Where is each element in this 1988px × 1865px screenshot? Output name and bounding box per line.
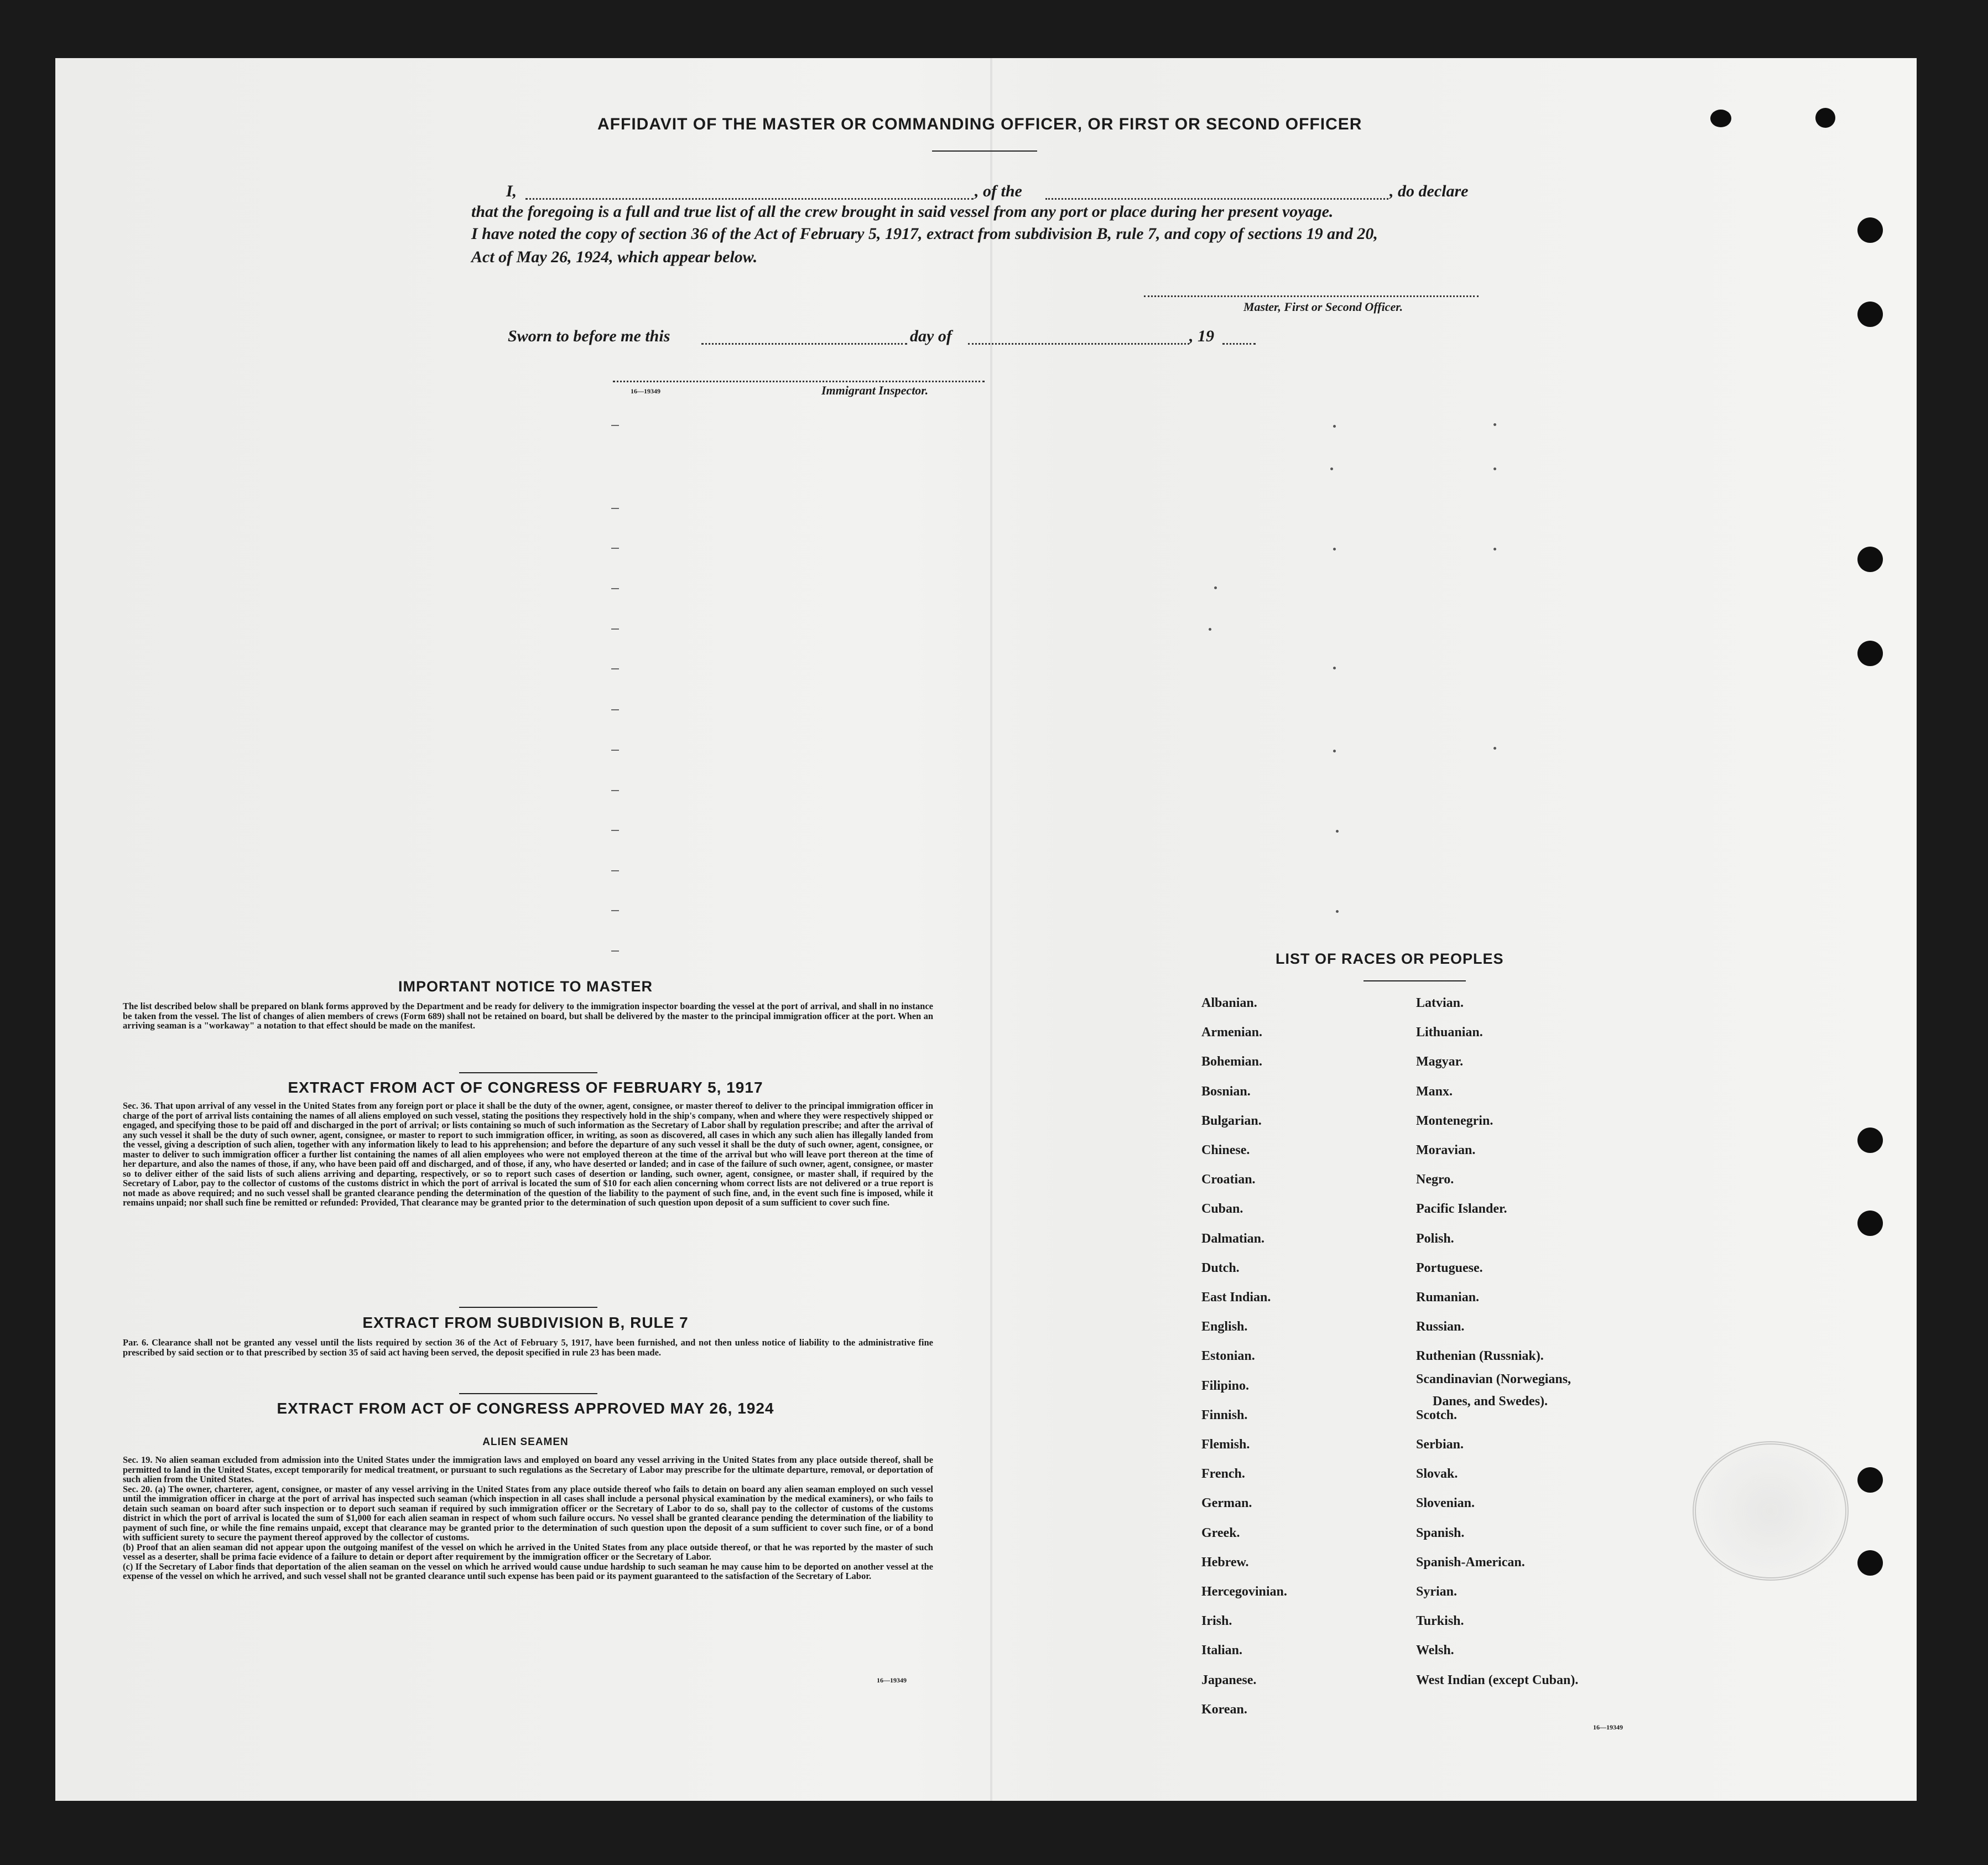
section-divider	[459, 1072, 597, 1073]
punch-hole	[1857, 217, 1883, 243]
tick-mark	[611, 508, 619, 509]
speck	[1333, 750, 1336, 752]
page-fold	[990, 58, 992, 1801]
do-declare-label: , do declare	[1389, 182, 1469, 200]
form-number-top: 16—19349	[631, 387, 660, 395]
race-item: Spanish.	[1416, 1525, 1465, 1540]
sworn-day-field[interactable]	[701, 343, 907, 345]
sec-20c-text: (c) If the Secretary of Labor finds that deportation of the alien seaman on the vessel on which he arrived would cause undue hardship to such seaman he may cause him to be deported on another vessel at the expense of the vessel on which he arrived, and such vessel shall not be granted clearance until such expense has been paid or its payment guaranteed to the satisfaction of the Secretary of Labor.	[123, 1561, 933, 1581]
inspector-caption: Immigrant Inspector.	[821, 383, 929, 397]
race-item: Polish.	[1416, 1231, 1454, 1246]
extract-1924-title: EXTRACT FROM ACT OF CONGRESS APPROVED MAY 26, 1924	[277, 1400, 774, 1417]
race-item: Filipino.	[1201, 1378, 1250, 1393]
race-item: Moravian.	[1416, 1143, 1476, 1157]
affidavit-line-2: that the foregoing is a full and true list of all the crew brought in said vessel from any port or place during her present voyage.	[471, 202, 1334, 221]
race-item: Lithuanian.	[1416, 1025, 1483, 1040]
race-item: Rumanian.	[1416, 1290, 1480, 1305]
sec-19-text: Sec. 19. No alien seaman excluded from admission into the United States under the immigration laws and employed on board any vessel arriving in the United States from any place outside thereof, shall be permitted to land in the United States, except temporarily for medical treatment, or pursuant to such regulations as the Secretary of Labor may prescribe for the ultimate departure, removal, or deportation of such alien from the United States.	[123, 1454, 933, 1484]
race-item: Estonian.	[1201, 1349, 1255, 1364]
race-item: Scotch.	[1416, 1407, 1457, 1422]
tick-mark	[611, 750, 619, 751]
speck	[1493, 747, 1496, 750]
speck	[1333, 667, 1336, 669]
punch-hole	[1857, 641, 1883, 666]
race-item: Italian.	[1201, 1643, 1243, 1658]
speck	[1330, 467, 1333, 470]
race-item: Finnish.	[1201, 1407, 1248, 1422]
race-item: Russian.	[1416, 1319, 1465, 1334]
extract-rule7-title: EXTRACT FROM SUBDIVISION B, RULE 7	[362, 1314, 689, 1331]
speck	[1209, 628, 1211, 631]
race-item: Manx.	[1416, 1084, 1453, 1099]
tick-mark	[611, 588, 619, 589]
race-item: Dutch.	[1201, 1260, 1240, 1275]
tick-mark	[611, 790, 619, 791]
punch-hole	[1857, 1550, 1883, 1576]
extract-1917-body: Sec. 36. That upon arrival of any vessel in the United States from any foreign port or place it shall be the duty of the owner, agent, consignee, or master thereof to deliver to the principal immigration officer in charge of the port of arrival lists containing the names of all aliens employed on such vessel, stating the positions they respectively hold in the ship's company, when and where they were respectively shipped or engaged, and specifying those to be paid off and discharged in the port of arrival; or lists containing so much of such information as the Secretary of Labor shall by regulation prescribe; and after the arrival of any such vessel it shall be the duty of such owner, agent, consignee, or master to report to such immigration officer, in writing, as soon as discovered, all cases in which any such alien has illegally landed from the vessel, giving a description of such alien, together with any information likely to lead to his apprehension; and before the departure of any such vessel it shall be the duty of such owner, agent, consignee, or master to deliver to such immigration officer a further list containing the names of all alien employees who were not employed thereon at the time of the arrival but who will leave port thereon at the time of her departure, and also the names of those, if any, who have been paid off and discharged, and of those, if any, who have deserted or landed; and in case of the failure of such owner, agent, consignee, or master so to deliver either of the said lists of such aliens arriving and departing, respectively, or so to report such cases of desertion or landing, such owner, agent, consignee, or master shall, if required by the Secretary of Labor, pay to the collector of customs of the customs district in which the port of arrival is located the sum of $10 for each alien concerning whom correct lists are not delivered or a true report is not made as above required; and no such vessel shall be granted clearance pending the determination of the question of the liability to the payment of such fine, and, in the event such fine is imposed, while it remains unpaid; nor shall such fine be remitted or refunded: Provided, That clearance may be granted prior to the determination of such question upon deposit of a sum sufficient to cover such fine.	[123, 1100, 933, 1208]
affidavit-i-label: I,	[506, 182, 517, 200]
extract-1924-body	[123, 1455, 933, 1581]
speck	[1493, 467, 1496, 470]
sec-20a-text: Sec. 20. (a) The owner, charterer, agent, consignee, or master of any vessel arriving in the United States from any place outside thereof who fails to detain on board any alien seaman employed on such vessel until the immigration officer in charge at the port of arrival has inspected such seaman (which inspection in all cases shall include a personal physical examination by the medical examiners), or who fails to detain such seaman on board after such inspection or to deport such seaman if required by such immigration officer or the Secretary of Labor to do so, shall pay to the collector of customs of the customs district in which the port of arrival is located the sum of $1,000 for each alien seaman in respect of whom such failure occurs. No vessel shall be granted clearance pending the determination of the liability to payment of such fine, or while the fine remains unpaid, except that clearance may be granted prior to the determination of such question upon the deposit of a sum sufficient to cover such fine, or of a bond with sufficient surety to secure the payment thereof approved by the collector of customs.	[123, 1483, 933, 1542]
punch-hole	[1857, 547, 1883, 572]
tick-mark	[611, 628, 619, 630]
race-item: French.	[1201, 1467, 1245, 1482]
alien-seamen-subtitle: ALIEN SEAMEN	[482, 1436, 569, 1448]
speck	[1336, 910, 1339, 913]
race-item: Magyar.	[1416, 1054, 1464, 1069]
section-divider	[459, 1307, 597, 1308]
race-item: Bosnian.	[1201, 1084, 1251, 1099]
punch-hole	[1857, 1211, 1883, 1236]
race-item: Dalmatian.	[1201, 1231, 1264, 1246]
punch-hole	[1857, 1128, 1883, 1153]
race-item: Latvian.	[1416, 996, 1464, 1010]
race-item: Serbian.	[1416, 1437, 1464, 1452]
tick-mark	[611, 548, 619, 549]
speck	[1333, 548, 1336, 550]
day-of-label: day of	[910, 327, 952, 345]
race-item: Montenegrin.	[1416, 1113, 1493, 1128]
speck	[1493, 548, 1496, 550]
notice-body: The list described below shall be prepared on blank forms approved by the Department and be ready for delivery to the immigration inspector boarding the vessel at the port of arrival, and shall in no instance be taken from the vessel. The list of changes of alien members of crews (Form 689) shall not be retained on board, but shall be delivered by the master to the principal immigration officer at the port. When an arriving seaman is a "workaway" a notation to that effect should be made on the manifest.	[123, 1001, 933, 1031]
race-item: Scandinavian (Norwegians,	[1416, 1372, 1571, 1386]
affidavit-line-4: Act of May 26, 1924, which appear below.	[471, 248, 758, 266]
race-item: Chinese.	[1201, 1143, 1250, 1157]
race-item: Hebrew.	[1201, 1555, 1249, 1570]
race-item: Cuban.	[1201, 1202, 1243, 1217]
tick-mark	[611, 950, 619, 952]
tick-mark	[611, 870, 619, 871]
race-item: Korean.	[1201, 1702, 1247, 1717]
punch-hole	[1857, 1467, 1883, 1493]
race-item: Slovak.	[1416, 1467, 1458, 1482]
races-title-underline	[1364, 980, 1466, 981]
speck	[1493, 423, 1496, 426]
inspector-signature-field[interactable]	[613, 381, 985, 382]
tick-mark	[611, 709, 619, 710]
of-the-label: , of the	[975, 182, 1022, 200]
tick-mark	[611, 910, 619, 911]
race-item: Albanian.	[1201, 996, 1257, 1010]
race-item: Croatian.	[1201, 1172, 1256, 1187]
race-item: English.	[1201, 1319, 1248, 1334]
title-underline	[932, 150, 1037, 152]
extract-rule7-body: Par. 6. Clearance shall not be granted any vessel until the lists required by section 36 of the Act of February 5, 1917, have been furnished, and not then unless notice of liability to the administrative fine prescribed by said section or to that prescribed by section 35 of said act having been served, the deposit specified in rule 23 has been made.	[123, 1337, 933, 1358]
race-item: Negro.	[1416, 1172, 1454, 1187]
race-item: Flemish.	[1201, 1437, 1250, 1452]
signature-caption: Master, First or Second Officer.	[1243, 300, 1403, 314]
embossed-seal	[1693, 1441, 1849, 1581]
punch-hole	[1857, 302, 1883, 327]
race-item: Danes, and Swedes).	[1433, 1394, 1548, 1409]
punch-hole	[1710, 110, 1731, 127]
affidavit-title: AFFIDAVIT OF THE MASTER OR COMMANDING OFFICER, OR FIRST OR SECOND OFFICER	[597, 115, 1362, 133]
race-item: Japanese.	[1201, 1672, 1257, 1687]
signature-field[interactable]	[1144, 295, 1479, 297]
race-item: Portuguese.	[1416, 1260, 1483, 1275]
race-item: East Indian.	[1201, 1290, 1271, 1305]
speck	[1214, 586, 1217, 589]
tick-mark	[611, 425, 619, 426]
race-item: Turkish.	[1416, 1614, 1464, 1629]
form-number-bottom-right: 16—19349	[1593, 1723, 1623, 1731]
speck	[1333, 425, 1336, 428]
affidavit-line-3: I have noted the copy of section 36 of the Act of February 5, 1917, extract from subdivision B, rule 7, and copy of sections 19 and 20,	[471, 225, 1378, 243]
tick-mark	[611, 668, 619, 669]
race-item: Slovenian.	[1416, 1496, 1475, 1511]
section-divider	[459, 1393, 597, 1394]
sworn-year-field[interactable]	[1222, 343, 1256, 345]
race-item: German.	[1201, 1496, 1252, 1511]
races-title: LIST OF RACES OR PEOPLES	[1276, 950, 1504, 967]
sworn-month-field[interactable]	[968, 343, 1189, 345]
extract-1917-title: EXTRACT FROM ACT OF CONGRESS OF FEBRUARY 5, 1917	[288, 1079, 763, 1096]
race-item: Irish.	[1201, 1614, 1232, 1629]
sec-20b-text: (b) Proof that an alien seaman did not appear upon the outgoing manifest of the vessel on which he arrived in the United States from any place outside thereof, or that he was reported by the master of such vessel as a deserter, shall be prima facie evidence of a failure to detain or deport after requirement by the immigration officer or the Secretary of Labor.	[123, 1541, 933, 1562]
race-item: Pacific Islander.	[1416, 1202, 1507, 1217]
race-item: Spanish-American.	[1416, 1555, 1525, 1570]
sworn-label: Sworn to before me this	[508, 327, 670, 345]
race-item: Welsh.	[1416, 1643, 1454, 1658]
notice-title: IMPORTANT NOTICE TO MASTER	[398, 978, 653, 995]
race-item: Hercegovinian.	[1201, 1585, 1287, 1599]
race-item: Armenian.	[1201, 1025, 1262, 1040]
race-item: Bohemian.	[1201, 1054, 1263, 1069]
race-item: Syrian.	[1416, 1585, 1458, 1599]
race-item: Greek.	[1201, 1525, 1240, 1540]
speck	[1336, 830, 1339, 833]
year-label: , 19	[1189, 327, 1214, 345]
race-item: Ruthenian (Russniak).	[1416, 1349, 1544, 1364]
race-item: Bulgarian.	[1201, 1113, 1262, 1128]
race-item: West Indian (except Cuban).	[1416, 1672, 1579, 1687]
punch-hole	[1815, 108, 1835, 128]
tick-mark	[611, 830, 619, 831]
form-number-bottom-left: 16—19349	[877, 1676, 907, 1684]
